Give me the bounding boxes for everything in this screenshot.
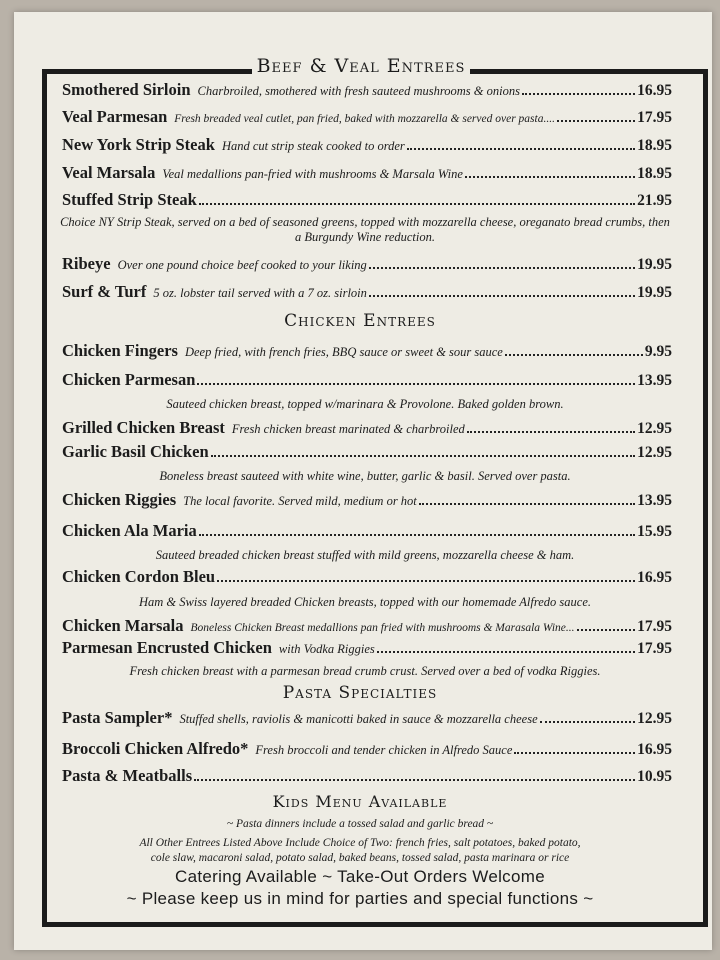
item-description: Over one pound choice beef cooked to your liking: [117, 258, 367, 272]
item-price: 18.95: [637, 165, 672, 182]
item-name: New York Strip Steak: [62, 135, 215, 154]
dot-leader: [577, 629, 636, 631]
parties-line: ~ Please keep us in mind for parties and special functions ~: [126, 889, 594, 908]
item-name: Broccoli Chicken Alfredo*: [62, 739, 249, 758]
item-name: Ribeye: [62, 254, 111, 273]
item-description: 5 oz. lobster tail served with a 7 oz. sirloin: [153, 286, 367, 300]
item-price: 21.95: [637, 192, 672, 209]
menu-item: [62, 739, 672, 759]
sides-note-line1: All Other Entrees Listed Above Include Choice of Two: french fries, salt potatoes, baked potato,: [139, 837, 581, 849]
item-description: Fresh chicken breast marinated & charbroiled: [231, 422, 465, 436]
item-description: Fresh breaded veal cutlet, pan fried, baked with mozzarella & served over pasta....: [174, 113, 555, 125]
dot-leader: [211, 455, 635, 457]
menu-item: [62, 190, 672, 210]
menu-item: [62, 163, 672, 183]
item-description: Deep fried, with french fries, BBQ sauce or sweet & sour sauce: [184, 345, 503, 359]
dot-leader: [522, 93, 635, 95]
item-description: with Vodka Riggies: [278, 642, 375, 656]
item-price: 15.95: [637, 523, 672, 540]
dot-leader: [377, 651, 635, 653]
catering-line: Catering Available ~ Take-Out Orders Welcome: [175, 867, 545, 886]
item-description: Veal medallions pan-fried with mushrooms & Marsala Wine: [162, 167, 463, 181]
item-description: Charbroiled, smothered with fresh sauteed mushrooms & onions: [197, 84, 520, 98]
item-name: Garlic Basil Chicken: [62, 442, 209, 461]
menu-item: [62, 521, 672, 541]
item-subdescription: Sauteed chicken breast, topped w/marinara & Provolone. Baked golden brown.: [166, 397, 564, 411]
item-name: Grilled Chicken Breast: [62, 418, 225, 437]
menu-item: [62, 567, 672, 587]
pasta-section-title: Pasta Specialties: [282, 683, 438, 703]
dot-leader: [199, 203, 635, 205]
item-name: Chicken Cordon Bleu: [62, 567, 216, 586]
item-price: 9.95: [644, 343, 672, 360]
menu-item: [62, 442, 672, 462]
dot-leader: [419, 503, 635, 505]
item-price: 16.95: [637, 569, 672, 586]
kids-menu-heading: Kids Menu Available: [272, 792, 448, 811]
item-price: 16.95: [637, 741, 672, 758]
menu-item: [62, 282, 672, 302]
item-price: 18.95: [637, 137, 672, 154]
item-name: Stuffed Strip Steak: [62, 190, 197, 209]
dot-leader: [557, 120, 635, 122]
item-name: Parmesan Encrusted Chicken: [62, 638, 272, 657]
item-price: 17.95: [637, 640, 672, 657]
item-price: 19.95: [637, 284, 672, 301]
item-name: Pasta & Meatballs: [62, 766, 193, 785]
item-name: Smothered Sirloin: [62, 80, 191, 99]
item-name: Chicken Ala Maria: [62, 521, 197, 540]
item-description: Fresh broccoli and tender chicken in Alfredo Sauce: [255, 743, 513, 757]
menu-item: [62, 708, 672, 728]
item-description: Stuffed shells, raviolis & manicotti baked in sauce & mozzarella cheese: [179, 712, 538, 726]
dot-leader: [369, 267, 635, 269]
item-description: Boneless Chicken Breast medallions pan fried with mushrooms & Marasala Wine...: [190, 622, 575, 634]
item-price: 19.95: [637, 256, 672, 273]
item-name: Chicken Marsala: [62, 616, 184, 635]
item-price: 12.95: [637, 444, 672, 461]
item-description: Hand cut strip steak cooked to order: [221, 139, 405, 153]
menu-item: [62, 107, 672, 127]
chicken-section-title: Chicken Entrees: [284, 311, 436, 331]
item-description: The local favorite. Served mild, medium or hot: [183, 494, 417, 508]
dot-leader: [465, 176, 635, 178]
dot-leader: [540, 721, 636, 723]
item-price: 10.95: [637, 768, 672, 785]
item-subdescription: Sauteed breaded chicken breast stuffed with mild greens, mozzarella cheese & ham.: [155, 548, 575, 562]
dot-leader: [199, 534, 635, 536]
item-name: Chicken Parmesan: [62, 370, 196, 389]
menu-item: [62, 370, 672, 390]
menu-item: [62, 254, 672, 274]
item-subdescription: Ham & Swiss layered breaded Chicken breasts, topped with our homemade Alfredo sauce.: [138, 595, 592, 609]
dot-leader: [194, 779, 635, 781]
dot-leader: [407, 148, 635, 150]
menu-item: [62, 418, 672, 438]
pasta-note: ~ Pasta dinners include a tossed salad and garlic bread ~: [226, 818, 494, 830]
item-price: 17.95: [637, 109, 672, 126]
menu-item: [62, 616, 672, 636]
sides-note-line2: cole slaw, macaroni salad, potato salad, baked beans, tossed salad, pasta marinara or rice: [150, 852, 570, 864]
item-name: Surf & Turf: [62, 282, 147, 301]
item-price: 13.95: [637, 492, 672, 509]
item-name: Chicken Riggies: [62, 490, 177, 509]
beef-section-title: Beef & Veal Entrees: [252, 50, 470, 82]
dot-leader: [197, 383, 635, 385]
menu-item: [62, 80, 672, 100]
item-subdescription: Boneless breast sauteed with white wine, butter, garlic & basil. Served over pasta.: [159, 469, 571, 483]
item-price: 13.95: [637, 372, 672, 389]
menu-item: [62, 490, 672, 510]
item-name: Veal Parmesan: [62, 107, 168, 126]
dot-leader: [217, 580, 635, 582]
dot-leader: [369, 295, 635, 297]
item-name: Veal Marsala: [62, 163, 156, 182]
menu-item: [62, 638, 672, 658]
item-name: Chicken Fingers: [62, 341, 178, 360]
item-price: 17.95: [637, 618, 672, 635]
item-price: 12.95: [637, 710, 672, 727]
menu-item: [62, 135, 672, 155]
item-subdescription: Fresh chicken breast with a parmesan bread crumb crust. Served over a bed of vodka Riggies.: [129, 664, 601, 678]
menu-item: [62, 341, 672, 361]
item-price: 16.95: [637, 82, 672, 99]
item-name: Pasta Sampler*: [62, 708, 173, 727]
item-price: 12.95: [637, 420, 672, 437]
dot-leader: [467, 431, 635, 433]
menu-item: [62, 766, 672, 786]
item-subdescription: Choice NY Strip Steak, served on a bed of seasoned greens, topped with mozzarella cheese, oreganato bread crumbs, then a Burgundy Wine reduction.: [60, 215, 670, 244]
dot-leader: [514, 752, 635, 754]
dot-leader: [505, 354, 643, 356]
